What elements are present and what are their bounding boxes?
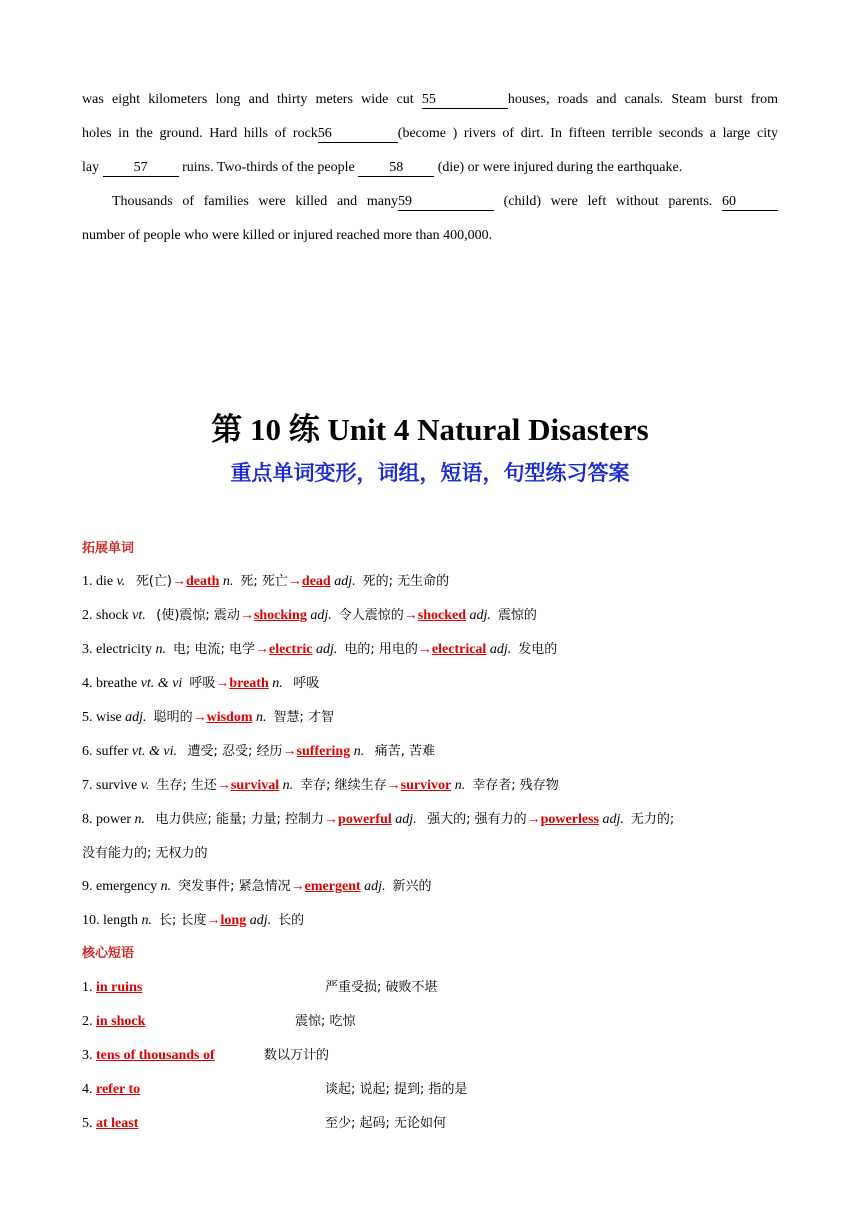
phrase-item-3: 3. tens of thousands of bbox=[82, 1048, 215, 1063]
word-item-6: 6. suffer vt. & vi. 遭受; 忍受; 经历→suffering n. 痛苦, 苦难 bbox=[82, 744, 435, 759]
phrase-item-5: 5. at least bbox=[82, 1116, 139, 1131]
phrase-meaning-1: 严重受损; 破败不堪 bbox=[325, 980, 438, 995]
section-heading-phrases: 核心短语 bbox=[82, 946, 135, 961]
page-subtitle: 重点单词变形，词组，短语，句型练习答案 bbox=[230, 461, 630, 485]
phrase-meaning-3: 数以万计的 bbox=[264, 1048, 330, 1063]
word-item-5: 5. wise adj. 聪明的→wisdom n. 智慧; 才智 bbox=[82, 710, 334, 725]
word-item-10: 10. length n. 长; 长度→long adj. 长的 bbox=[82, 913, 305, 928]
blank-58: 58 bbox=[358, 160, 434, 177]
page-title: 第 10 练 Unit 4 Natural Disasters bbox=[211, 412, 649, 447]
blank-60: 60 bbox=[722, 194, 778, 211]
passage-line-2: holes in the ground. Hard hills of rock56 (become ) rivers of dirt. In fifteen terrible seconds a large city bbox=[82, 126, 778, 141]
word-item-1: 1. die v. 死(亡)→death n. 死; 死亡→dead adj. 死的; 无生命的 bbox=[82, 574, 450, 589]
word-item-3: 3. electricity n. 电; 电流; 电学→electric adj. 电的; 用电的→electrical adj. 发电的 bbox=[82, 642, 558, 657]
section-heading-words: 拓展单词 bbox=[82, 541, 135, 556]
phrase-item-1: 1. in ruins bbox=[82, 980, 143, 995]
phrase-item-2: 2. in shock bbox=[82, 1014, 146, 1029]
phrase-item-4: 4. refer to bbox=[82, 1082, 141, 1097]
phrase-meaning-2: 震惊; 吃惊 bbox=[295, 1014, 356, 1029]
blank-57: 57 bbox=[103, 160, 179, 177]
passage-line-3: lay 57 ruins. Two-thirds of the people 58 (die) or were injured during the earthquake. bbox=[82, 160, 683, 175]
passage-line-4: Thousands of families were killed and many59 (child) were left without parents. 60 bbox=[112, 192, 778, 212]
word-item-7: 7. survive v. 生存; 生还→survival n. 幸存; 继续生存→survivor n. 幸存者; 残存物 bbox=[82, 778, 559, 793]
word-item-4: 4. breathe vt. & vi 呼吸→breath n. 呼吸 bbox=[82, 676, 320, 691]
blank-55: 55 bbox=[422, 92, 508, 109]
blank-59: 59 bbox=[398, 194, 494, 211]
phrase-meaning-4: 谈起; 说起; 提到; 指的是 bbox=[325, 1082, 468, 1097]
phrase-meaning-5: 至少; 起码; 无论如何 bbox=[325, 1116, 447, 1131]
blank-56: 56 bbox=[318, 126, 398, 143]
word-item-8: 8. power n. 电力供应; 能量; 力量; 控制力→powerful adj. 强大的; 强有力的→powerless adj. 无力的; bbox=[82, 812, 675, 827]
word-item-8-continued: 没有能力的; 无权力的 bbox=[82, 846, 208, 861]
passage-line-1: was eight kilometers long and thirty meters wide cut 55 houses, roads and canals. Steam burst from bbox=[82, 92, 778, 107]
passage-line-5: number of people who were killed or injured reached more than 400,000. bbox=[82, 228, 493, 243]
word-item-2: 2. shock vt. (使)震惊; 震动→shocking adj. 令人震惊的→shocked adj. 震惊的 bbox=[82, 608, 537, 623]
word-item-9: 9. emergency n. 突发事件; 紧急情况→emergent adj. 新兴的 bbox=[82, 879, 432, 894]
